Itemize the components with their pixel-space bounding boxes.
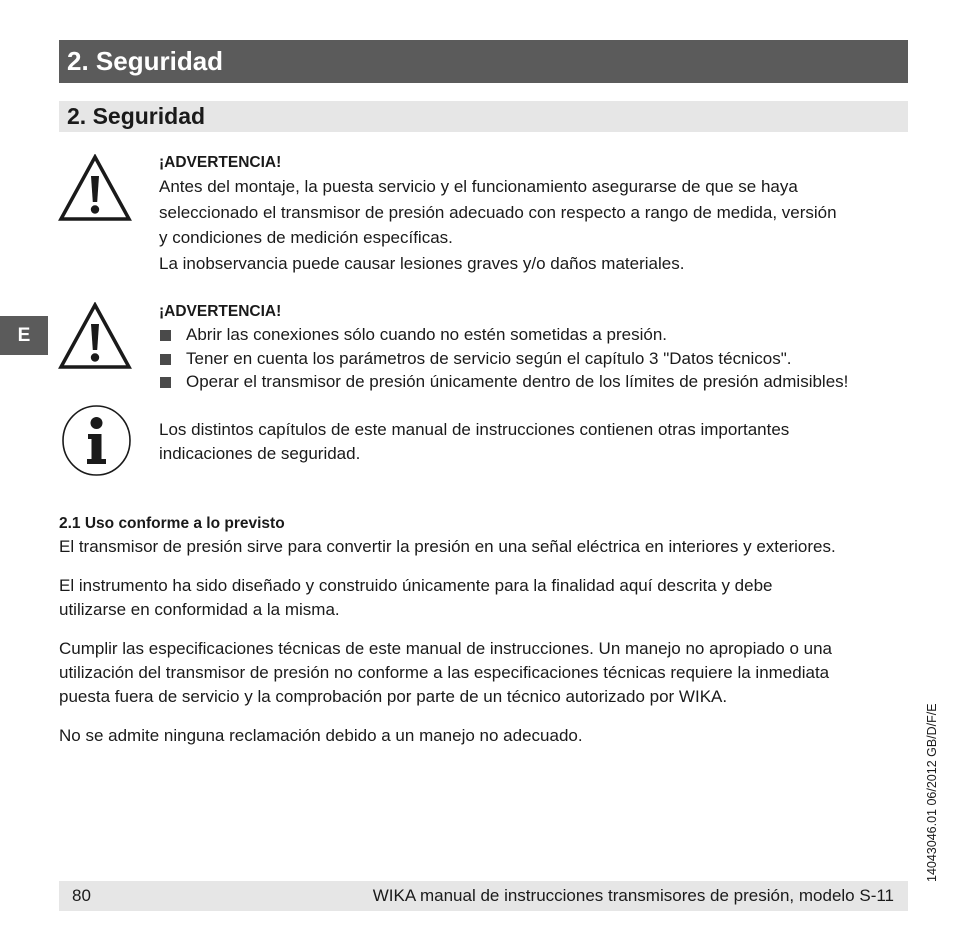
bullet-text: Abrir las conexiones sólo cuando no estén sometidas a presión. xyxy=(186,325,668,344)
paragraph-block xyxy=(59,637,919,709)
warning-line: y condiciones de medición específicas. xyxy=(159,228,453,247)
paragraph-block xyxy=(59,574,919,622)
warning-triangle-icon xyxy=(58,154,132,222)
warning-block-2 xyxy=(159,301,919,394)
info-line: Los distintos capítulos de este manual de instrucciones contienen otras importantes xyxy=(159,420,790,439)
list-item xyxy=(159,370,919,394)
bullet-square-icon xyxy=(160,377,171,388)
list-item xyxy=(159,347,919,371)
paragraph-line: No se admite ninguna reclamación debido a un manejo no adecuado. xyxy=(59,726,583,745)
warning-label: ¡ADVERTENCIA! xyxy=(159,303,282,320)
bullet-text: Operar el transmisor de presión únicamente dentro de los límites de presión admisibles! xyxy=(186,372,849,391)
info-circle-icon xyxy=(61,404,132,477)
paragraph-line: utilizarse en conformidad a la misma. xyxy=(59,600,340,619)
warning-triangle-icon xyxy=(58,302,132,370)
subsection-uso-conforme xyxy=(59,513,919,559)
paragraph-line: utilización del transmisor de presión no conforme a las especificaciones técnicas requiere la inmediata xyxy=(59,663,830,682)
footer xyxy=(59,881,908,911)
warning-bullet-list xyxy=(159,323,919,394)
footer-title: WIKA manual de instrucciones transmisores de presión, modelo S-11 xyxy=(372,886,894,905)
info-note xyxy=(159,418,919,465)
subsection-title: 2.1 Uso conforme a lo previsto xyxy=(59,515,285,532)
paragraph-line: Cumplir las especificaciones técnicas de este manual de instrucciones. Un manejo no apropiado o una xyxy=(59,639,832,658)
list-item xyxy=(159,323,919,347)
info-line: indicaciones de seguridad. xyxy=(159,443,361,463)
document-code: 14043046.01 06/2012 GB/D/F/E xyxy=(925,703,939,882)
warning-line: seleccionado el transmisor de presión adecuado con respecto a rango de medida, versión xyxy=(159,202,837,222)
chapter-title: 2. Seguridad xyxy=(59,40,908,83)
warning-line: Antes del montaje, la puesta servicio y el funcionamiento asegurarse de que se haya xyxy=(159,177,798,196)
warning-block-1 xyxy=(159,152,919,276)
section-title: 2. Seguridad xyxy=(59,101,908,132)
paragraph: El transmisor de presión sirve para convertir la presión en una señal eléctrica en interiores y exteriores. xyxy=(59,537,836,556)
page-number: 80 xyxy=(72,886,91,905)
bullet-square-icon xyxy=(160,330,171,341)
paragraph-block xyxy=(59,724,919,748)
paragraph-line: puesta fuera de servicio y la comprobación por parte de un técnico autorizado por WIKA. xyxy=(59,687,728,706)
language-tab: E xyxy=(0,316,48,355)
warning-line: La inobservancia puede causar lesiones graves y/o daños materiales. xyxy=(159,253,685,273)
bullet-text: Tener en cuenta los parámetros de servicio según el capítulo 3 "Datos técnicos". xyxy=(186,348,792,368)
warning-label: ¡ADVERTENCIA! xyxy=(159,154,282,171)
paragraph-line: El instrumento ha sido diseñado y construido únicamente para la finalidad aquí descrita y debe xyxy=(59,576,773,595)
bullet-square-icon xyxy=(160,354,171,365)
